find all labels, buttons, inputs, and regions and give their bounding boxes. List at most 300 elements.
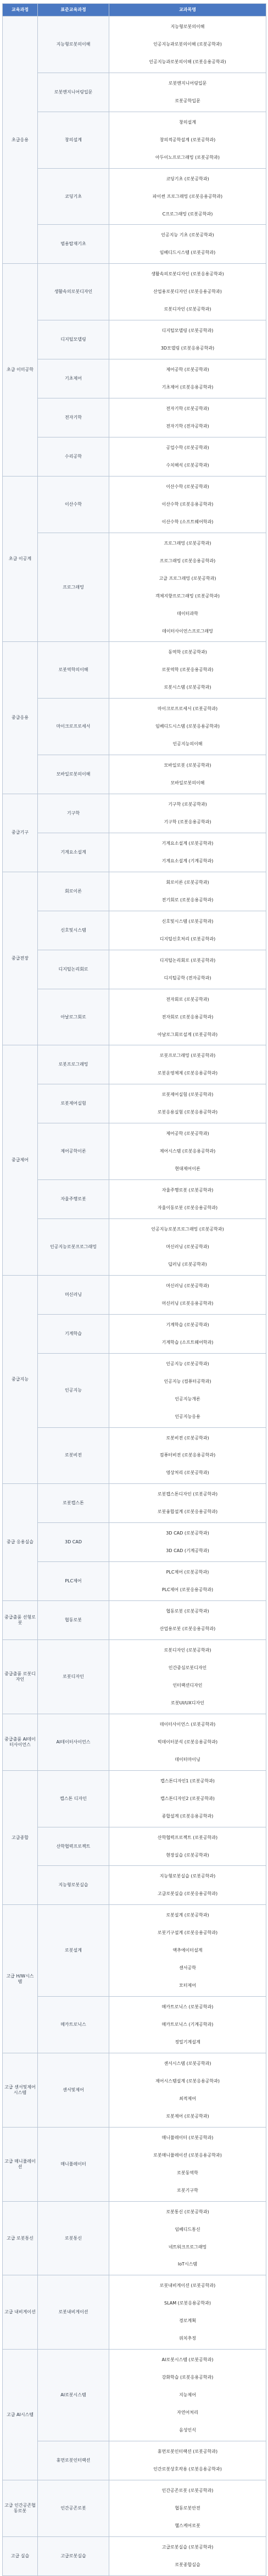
subject-name: 인공지능과로봇의이해 (로봇공학과) bbox=[153, 41, 222, 47]
subject-name: C프로그래밍 (로봇공학과) bbox=[162, 211, 213, 217]
table-row bbox=[3, 2536, 266, 2575]
subject-name: 로봇시스템 (로봇공학과) bbox=[164, 685, 211, 690]
table-row bbox=[3, 437, 266, 476]
subject-cell bbox=[109, 872, 266, 911]
subject-cell bbox=[109, 1523, 266, 1562]
subject-name: 데이터사이언스프로그래밍 bbox=[162, 628, 213, 634]
level-cell: 고급 로봇통신 bbox=[3, 2201, 38, 2275]
subject-cell bbox=[109, 1905, 266, 1997]
standard-course-cell: 수리공학 bbox=[38, 437, 109, 476]
subject-name: 로봇UI/UX디자인 bbox=[171, 1700, 204, 1705]
subject-name: 인공지능개론 bbox=[175, 1396, 200, 1401]
level-cell: 중급출품 선형로봇 bbox=[3, 1601, 38, 1640]
standard-course-cell: 로봇엔지니어링입문 bbox=[38, 73, 109, 112]
subject-name: 모바일로봇 (로봇공학과) bbox=[164, 763, 211, 768]
level-cell: 중급지능 bbox=[3, 1275, 38, 1483]
subject-name: 로봇제어실험 (로봇공학과) bbox=[161, 1092, 214, 1098]
subject-cell bbox=[109, 1353, 266, 1427]
subject-name: 임베디드시스템 (로봇응용공학과) bbox=[155, 724, 220, 729]
standard-course-cell: 인공지능로봇프로그래밍 bbox=[38, 1219, 109, 1276]
subject-name: 기계요소설계 (기계공학과) bbox=[161, 858, 214, 863]
subject-name: 인공지능 기초 (로봇공학과) bbox=[161, 232, 214, 238]
table-row bbox=[3, 699, 266, 755]
subject-cell bbox=[109, 1084, 266, 1123]
table-row bbox=[3, 1219, 266, 1276]
standard-course-cell: 로봇역학의이해 bbox=[38, 642, 109, 699]
subject-cell bbox=[109, 755, 266, 794]
standard-course-cell: 디지털논리회로 bbox=[38, 950, 109, 989]
subject-name: 지능형로봇의이해 bbox=[170, 24, 205, 29]
subject-name: 파이썬 프로그래밍 (로봇응용공학과) bbox=[152, 193, 223, 199]
table-row bbox=[3, 1084, 266, 1123]
subject-name: 인간중심로봇디자인 bbox=[168, 1665, 207, 1670]
table-body bbox=[3, 16, 266, 2576]
subject-cell bbox=[109, 1562, 266, 1601]
subject-name: 로봇공학입문 bbox=[175, 98, 200, 103]
subject-cell bbox=[109, 1827, 266, 1866]
subject-name: 기계학습 (소프트웨어학과) bbox=[161, 1339, 214, 1345]
table-row bbox=[3, 476, 266, 533]
standard-course-cell: 기구학 bbox=[38, 794, 109, 833]
subject-name: 로봇디자인 (로봇공학과) bbox=[164, 1648, 211, 1653]
subject-name: 센서공학 bbox=[179, 1965, 196, 1971]
standard-course-cell: 산학협력프로젝트 bbox=[38, 1827, 109, 1866]
table-row bbox=[3, 755, 266, 794]
table-row bbox=[3, 1427, 266, 1484]
table-row bbox=[3, 225, 266, 264]
standard-course-cell: 로봇캡스톤 bbox=[38, 1484, 109, 1523]
subject-cell bbox=[109, 2201, 266, 2275]
subject-name: 인간공존로봇 (로봇공학과) bbox=[161, 2488, 214, 2493]
subject-name: 로봇융합설계 (로봇응용공학과) bbox=[157, 1509, 218, 1515]
subject-name: 자율이동로봇 (로봇응용공학과) bbox=[157, 1205, 218, 1211]
subject-name: 매니퓰레이터 (로봇공학과) bbox=[161, 2135, 214, 2140]
subject-name: 강화학습 (로봇응용공학과) bbox=[161, 2375, 214, 2380]
table-row bbox=[3, 112, 266, 168]
level-cell: 초급 이미공학 bbox=[3, 264, 38, 476]
standard-course-cell: AI데이터사이언스 bbox=[38, 1714, 109, 1770]
subject-name: 디지털모델링 (로봇공학과) bbox=[161, 328, 214, 334]
subject-name: 로봇응용실험 (로봇응용공학과) bbox=[157, 1110, 218, 1115]
subject-cell bbox=[109, 833, 266, 872]
table-row bbox=[3, 1640, 266, 1714]
subject-cell bbox=[109, 533, 266, 642]
level-cell: 중급 응용실습 bbox=[3, 1484, 38, 1601]
subject-name: 아두이노프로그래밍 (로봇공학과) bbox=[155, 154, 220, 160]
subject-cell bbox=[109, 1770, 266, 1827]
subject-name: 데이터과학 bbox=[177, 611, 198, 616]
table-row bbox=[3, 1866, 266, 1905]
subject-cell bbox=[109, 2536, 266, 2575]
subject-cell bbox=[109, 168, 266, 225]
level-cell: 중급제어 bbox=[3, 1045, 38, 1275]
subject-cell bbox=[109, 1601, 266, 1640]
subject-name: 로봇동역학 bbox=[177, 2170, 198, 2175]
subject-cell bbox=[109, 1427, 266, 1484]
subject-name: 메카트로닉스 (기계공학과) bbox=[161, 2022, 214, 2027]
subject-cell bbox=[109, 2480, 266, 2536]
subject-name: 캡스톤디자인2 (로봇공학과) bbox=[160, 1796, 215, 1801]
subject-name: 빅데이터분석 (로봇응용공학과) bbox=[157, 1739, 218, 1744]
subject-name: SLAM (로봇응용공학과) bbox=[164, 2301, 211, 2306]
subject-name: 3D CAD (기계공학과) bbox=[166, 1548, 209, 1554]
subject-name: 인공지능과로봇의이해 (로봇응용공학과) bbox=[149, 59, 226, 64]
subject-cell bbox=[109, 1714, 266, 1770]
subject-name: 로봇운영체제 (로봇응용공학과) bbox=[157, 1071, 218, 1076]
subject-name: 고급 프로그래밍 (로봇공학과) bbox=[159, 575, 216, 581]
table-row bbox=[3, 1827, 266, 1866]
subject-name: 인공지능로봇프로그래밍 (로봇공학과) bbox=[151, 1227, 224, 1232]
subject-name: 전자회로 (로봇응용공학과) bbox=[161, 1014, 214, 1020]
subject-cell bbox=[109, 642, 266, 699]
subject-cell bbox=[109, 264, 266, 320]
subject-name: 이산수학 (소프트웨어학과) bbox=[161, 519, 214, 524]
standard-course-cell: 기계요소설계 bbox=[38, 833, 109, 872]
subject-name: 생활속의로봇디자인 (로봇응용공학과) bbox=[151, 272, 224, 277]
standard-course-cell: AI로봇시스템 bbox=[38, 2350, 109, 2441]
subject-cell bbox=[109, 359, 266, 398]
table-row bbox=[3, 1275, 266, 1314]
table-row bbox=[3, 2201, 266, 2275]
standard-course-cell: 로봇제어실험 bbox=[38, 1084, 109, 1123]
subject-name: 제어시스템 (로봇응용공학과) bbox=[159, 1149, 216, 1154]
standard-course-cell: 범용탑재기초 bbox=[38, 225, 109, 264]
subject-cell bbox=[109, 1219, 266, 1276]
subject-name: 디지털신호처리 (로봇공학과) bbox=[159, 936, 216, 941]
standard-course-cell: 협동로봇 bbox=[38, 1601, 109, 1640]
table-row bbox=[3, 16, 266, 73]
subject-name: 최적제어 bbox=[179, 2096, 196, 2101]
standard-course-cell: 마이크로프로세서 bbox=[38, 699, 109, 755]
subject-name: 제어공학 (로봇공학과) bbox=[166, 367, 209, 373]
subject-name: 로봇디자인 (로봇공학과) bbox=[164, 307, 211, 312]
standard-course-cell: 디지털모델링 bbox=[38, 320, 109, 359]
subject-name: 신호및시스템 (로봇공학과) bbox=[161, 918, 214, 924]
standard-course-cell: 모바일로봇의이해 bbox=[38, 755, 109, 794]
subject-name: 로봇설계 (로봇공학과) bbox=[166, 1913, 209, 1918]
standard-course-cell: 이산수학 bbox=[38, 476, 109, 533]
subject-name: 디지털공학 (전자공학과) bbox=[164, 975, 211, 980]
subject-name: 협동로봇안전 bbox=[175, 2505, 200, 2511]
subject-name: 기계학습 (로봇공학과) bbox=[166, 1322, 209, 1327]
standard-course-cell: 로봇디자인 bbox=[38, 1640, 109, 1714]
subject-name: 인공지능응용 bbox=[175, 1414, 200, 1419]
subject-cell bbox=[109, 989, 266, 1045]
subject-name: 제어시스템설계 (로봇응용공학과) bbox=[155, 2078, 220, 2084]
subject-name: 기계요소설계 (로봇공학과) bbox=[161, 840, 214, 846]
subject-name: 로봇기구설계 (로봇응용공학과) bbox=[157, 1930, 218, 1936]
table-row bbox=[3, 1562, 266, 1601]
level-cell: 고급 인간공존협동로봇 bbox=[3, 2480, 38, 2536]
level-cell: 고급 매니퓰레이션 bbox=[3, 2127, 38, 2201]
subject-cell bbox=[109, 1484, 266, 1523]
table-row bbox=[3, 2127, 266, 2201]
standard-course-cell: 로봇비전 bbox=[38, 1427, 109, 1484]
subject-name: 로봇기구학 bbox=[177, 2187, 198, 2193]
table-row bbox=[3, 2053, 266, 2127]
subject-name: 인공지능 (로봇공학과) bbox=[166, 1361, 209, 1366]
subject-name: 디지털논리회로 (로봇공학과) bbox=[159, 957, 216, 963]
subject-name: 산업용로봇디자인 (로봇응용공학과) bbox=[153, 289, 222, 295]
table-row bbox=[3, 2441, 266, 2480]
subject-name: 자연어처리 bbox=[177, 2410, 198, 2416]
standard-course-cell: 로봇설계 bbox=[38, 1905, 109, 1997]
header-standard-course: 표준교육과정 bbox=[38, 4, 109, 16]
standard-course-cell: 휴먼로봇인터랙션 bbox=[38, 2441, 109, 2480]
level-cell: 고급 H/W시스템 bbox=[3, 1905, 38, 2053]
table-row bbox=[3, 2350, 266, 2441]
subject-name: 회로이론 (로봇공학과) bbox=[166, 879, 209, 885]
subject-cell bbox=[109, 1997, 266, 2053]
subject-name: 음성인식 bbox=[179, 2428, 196, 2433]
subject-name: 로봇종합실습 bbox=[175, 2562, 200, 2567]
subject-name: 전자기학 (로봇공학과) bbox=[166, 406, 209, 412]
subject-name: 로봇프로그래밍 (로봇공학과) bbox=[159, 1053, 216, 1059]
subject-name: 마이크로프로세서 (로봇공학과) bbox=[157, 706, 218, 712]
level-cell: 고급 AI시스템 bbox=[3, 2350, 38, 2480]
subject-cell bbox=[109, 911, 266, 950]
subject-name: 동역학 (로봇공학과) bbox=[168, 650, 207, 655]
standard-course-cell: 생활속의로봇디자인 bbox=[38, 264, 109, 320]
standard-course-cell: PLC제어 bbox=[38, 1562, 109, 1601]
table-row bbox=[3, 911, 266, 950]
table-row bbox=[3, 264, 266, 320]
subject-name: 네트워크프로그래밍 bbox=[168, 2244, 207, 2250]
table-row bbox=[3, 1905, 266, 1997]
subject-name: 로봇엔지니어링입문 bbox=[168, 80, 207, 86]
table-row bbox=[3, 950, 266, 989]
subject-name: 경로계획 bbox=[179, 2318, 196, 2324]
standard-course-cell: 제어공학이론 bbox=[38, 1123, 109, 1180]
standard-course-cell: 머신러닝 bbox=[38, 1275, 109, 1314]
subject-name: 이산수학 (로봇공학과) bbox=[166, 484, 209, 489]
subject-name: 헬스케어로봇 bbox=[175, 2523, 200, 2528]
subject-name: 창의설계 bbox=[179, 119, 196, 125]
subject-cell bbox=[109, 1045, 266, 1084]
table-row bbox=[3, 1601, 266, 1640]
standard-course-cell: 로봇프로그래밍 bbox=[38, 1045, 109, 1084]
subject-cell bbox=[109, 320, 266, 359]
subject-name: 제어공학 (로봇공학과) bbox=[166, 1131, 209, 1137]
level-cell: 중급출품 AI데이터사이언스 bbox=[3, 1714, 38, 1770]
subject-name: 머신러닝 (로봇공학과) bbox=[166, 1283, 209, 1288]
subject-cell bbox=[109, 1123, 266, 1180]
subject-cell bbox=[109, 794, 266, 833]
level-cell: 고급 내비게이션 bbox=[3, 2275, 38, 2350]
subject-name: 창의적공학설계 (로봇공학과) bbox=[159, 137, 216, 142]
standard-course-cell: 3D CAD bbox=[38, 1523, 109, 1562]
standard-course-cell: 매니퓰레이터 bbox=[38, 2127, 109, 2201]
table-row bbox=[3, 73, 266, 112]
subject-name: 모터제어 bbox=[179, 1983, 196, 1988]
subject-name: 고급로봇실습 (로봇응용공학과) bbox=[157, 1891, 218, 1897]
table-row bbox=[3, 359, 266, 398]
subject-name: 코딩기초 (로봇공학과) bbox=[166, 176, 209, 181]
table-row bbox=[3, 1180, 266, 1219]
subject-name: AI로봇시스템 (로봇공학과) bbox=[161, 2357, 214, 2363]
subject-cell bbox=[109, 1640, 266, 1714]
subject-name: PLC제어 (로봇공학과) bbox=[166, 1570, 209, 1575]
subject-name: 머신러닝 (로봇공학과) bbox=[166, 1244, 209, 1249]
standard-course-cell: 캡스톤 디자인 bbox=[38, 1770, 109, 1827]
table-row bbox=[3, 1484, 266, 1523]
subject-name: 고급로봇실습 (로봇공학과) bbox=[161, 2544, 214, 2550]
table-row bbox=[3, 1314, 266, 1353]
subject-cell bbox=[109, 73, 266, 112]
subject-cell bbox=[109, 950, 266, 989]
subject-name: 캡스톤디자인1 (로봇공학과) bbox=[160, 1778, 215, 1783]
standard-course-cell: 고급로봇실습 bbox=[38, 2536, 109, 2575]
subject-name: 데이터마이닝 bbox=[175, 1757, 200, 1762]
subject-cell bbox=[109, 112, 266, 168]
standard-course-cell: 전자기학 bbox=[38, 398, 109, 437]
table-row bbox=[3, 642, 266, 699]
subject-name: IoT시스템 bbox=[177, 2262, 198, 2267]
table-row bbox=[3, 1714, 266, 1770]
subject-cell bbox=[109, 225, 266, 264]
subject-name: 객체지향프로그래밍 (로봇공학과) bbox=[155, 593, 220, 599]
level-cell: 초급 이공계 bbox=[3, 476, 38, 642]
subject-name: 전자회로 (로봇공학과) bbox=[166, 996, 209, 1002]
subject-name: 인터랙션디자인 bbox=[172, 1682, 203, 1688]
table-row bbox=[3, 1523, 266, 1562]
subject-name: 컴퓨터비전 (로봇응용공학과) bbox=[159, 1453, 216, 1458]
subject-name: 모바일로봇의이해 bbox=[170, 780, 205, 786]
subject-name: 로봇비전 (로봇공학과) bbox=[166, 1435, 209, 1441]
standard-course-cell: 프로그래밍 bbox=[38, 533, 109, 642]
level-cell: 중급기구 bbox=[3, 794, 38, 872]
table-row bbox=[3, 320, 266, 359]
subject-name: 로봇제어 (로봇공학과) bbox=[166, 2113, 209, 2119]
level-cell: 고급 실습 bbox=[3, 2536, 38, 2575]
table-row bbox=[3, 1045, 266, 1084]
subject-cell bbox=[109, 437, 266, 476]
subject-cell bbox=[109, 16, 266, 73]
subject-name: 위치추정 bbox=[179, 2336, 196, 2341]
subject-name: 인간로봇상호작용 (로봇응용공학과) bbox=[153, 2466, 222, 2472]
subject-cell bbox=[109, 699, 266, 755]
subject-cell bbox=[109, 2053, 266, 2127]
subject-name: 기구학 (로봇공학과) bbox=[168, 802, 207, 807]
table-row bbox=[3, 2480, 266, 2536]
level-cell: 고급 센서및제어시스템 bbox=[3, 2053, 38, 2127]
subject-name: PLC제어 (로봇응용공학과) bbox=[161, 1587, 214, 1593]
standard-course-cell: 창의설계 bbox=[38, 112, 109, 168]
subject-name: 프로그래밍 (로봇공학과) bbox=[164, 540, 211, 546]
subject-name: 현장실습 (로봇공학과) bbox=[166, 1852, 209, 1858]
standard-course-cell: 지능형로봇실습 bbox=[38, 1866, 109, 1905]
table-row bbox=[3, 872, 266, 911]
subject-name: 임베디드통신 bbox=[175, 2226, 200, 2232]
subject-name: 산업용로봇 (로봇응용공학과) bbox=[159, 1626, 216, 1632]
subject-name: 기초제어 (로봇응용공학과) bbox=[161, 385, 214, 390]
subject-name: 수치해석 (로봇공학과) bbox=[166, 462, 209, 468]
subject-cell bbox=[109, 1275, 266, 1314]
standard-course-cell: 기초제어 bbox=[38, 359, 109, 398]
table-row bbox=[3, 2275, 266, 2350]
table-row bbox=[3, 1353, 266, 1427]
standard-course-cell: 아날로그회로 bbox=[38, 989, 109, 1045]
level-cell: 중급전장 bbox=[3, 872, 38, 1045]
subject-name: 지능형로봇실습 (로봇공학과) bbox=[159, 1874, 216, 1879]
subject-name: 공업수학 (로봇공학과) bbox=[166, 445, 209, 450]
table-row bbox=[3, 398, 266, 437]
table-row bbox=[3, 168, 266, 225]
header-subject-name: 교과목명 bbox=[109, 4, 266, 16]
standard-course-cell: 신호및시스템 bbox=[38, 911, 109, 950]
subject-name: 협동로봇 (로봇공학과) bbox=[166, 1609, 209, 1614]
subject-cell bbox=[109, 1866, 266, 1905]
standard-course-cell: 기계학습 bbox=[38, 1314, 109, 1353]
subject-name: 기구학 (로봇응용공학과) bbox=[164, 819, 211, 825]
table-row bbox=[3, 794, 266, 833]
subject-name: 로봇역학 (로봇응용공학과) bbox=[161, 667, 214, 673]
subject-name: 머신러닝 (로봇응용공학과) bbox=[161, 1300, 214, 1306]
subject-name: 종합설계 (로봇응용공학과) bbox=[161, 1813, 214, 1819]
standard-course-cell: 자율주행로봇 bbox=[38, 1180, 109, 1219]
subject-name: 데이터사이언스 (로봇공학과) bbox=[159, 1721, 216, 1727]
subject-name: 인공지능 (컴퓨터공학과) bbox=[164, 1378, 211, 1384]
level-cell: 초급응용 bbox=[3, 16, 38, 264]
subject-name: 이산수학 (로봇응용공학과) bbox=[161, 501, 214, 507]
subject-name: 프로그래밍 (로봇응용공학과) bbox=[159, 558, 216, 563]
standard-course-cell: 지능형로봇의이해 bbox=[38, 16, 109, 73]
subject-cell bbox=[109, 2441, 266, 2480]
subject-name: 영상처리 (로봇공학과) bbox=[166, 1470, 209, 1476]
subject-name: 현대제어이론 bbox=[175, 1166, 200, 1172]
table-row bbox=[3, 833, 266, 872]
subject-name: 액추에이터설계 bbox=[172, 1948, 203, 1953]
subject-name: 지능제어 bbox=[179, 2392, 196, 2398]
table-header-row bbox=[3, 4, 266, 16]
standard-course-cell: 인공지능 bbox=[38, 1353, 109, 1427]
subject-name: 전기회로 (로봇응용공학과) bbox=[161, 897, 214, 902]
standard-course-cell: 인간공존로봇 bbox=[38, 2480, 109, 2536]
subject-name: 산학협력프로젝트 (로봇공학과) bbox=[157, 1835, 218, 1840]
standard-course-cell: 센서및제어 bbox=[38, 2053, 109, 2127]
subject-name: 딥러닝 (로봇공학과) bbox=[168, 1261, 207, 1267]
subject-name: 임베디드시스템 (로봇공학과) bbox=[159, 250, 216, 256]
subject-name: 3D모델링 (로봇응용공학과) bbox=[160, 346, 215, 351]
subject-cell bbox=[109, 398, 266, 437]
subject-name: 전자기학 (전자공학과) bbox=[166, 424, 209, 429]
subject-name: 아날로그회로설계 (로봇공학과) bbox=[157, 1032, 218, 1037]
subject-cell bbox=[109, 476, 266, 533]
subject-cell bbox=[109, 1180, 266, 1219]
level-cell: 고급종합 bbox=[3, 1770, 38, 1905]
standard-course-cell: 메카트로닉스 bbox=[38, 1997, 109, 2053]
standard-course-cell: 회로이론 bbox=[38, 872, 109, 911]
subject-name: 정밀기계설계 bbox=[175, 2040, 200, 2045]
subject-name: 휴먼로봇인터랙션 (로봇공학과) bbox=[157, 2449, 218, 2454]
header-level: 교육과정 bbox=[3, 4, 38, 16]
subject-name: 3D CAD (로봇공학과) bbox=[166, 1531, 209, 1536]
course-table bbox=[2, 3, 266, 2576]
standard-course-cell: 로봇내비게이션 bbox=[38, 2275, 109, 2350]
subject-cell bbox=[109, 2127, 266, 2201]
table-row bbox=[3, 1997, 266, 2053]
subject-cell bbox=[109, 2350, 266, 2441]
table-row bbox=[3, 1123, 266, 1180]
subject-name: 센서시스템 (로봇공학과) bbox=[164, 2060, 211, 2066]
table-row bbox=[3, 989, 266, 1045]
subject-name: 로봇통신 (로봇공학과) bbox=[166, 2209, 209, 2214]
level-cell: 중급응용 bbox=[3, 642, 38, 794]
level-cell: 중급출품 로봇디자인 bbox=[3, 1640, 38, 1714]
course-table-wrapper bbox=[2, 3, 266, 2576]
subject-name: 로봇내비게이션 (로봇공학과) bbox=[159, 2283, 216, 2289]
subject-cell bbox=[109, 1314, 266, 1353]
